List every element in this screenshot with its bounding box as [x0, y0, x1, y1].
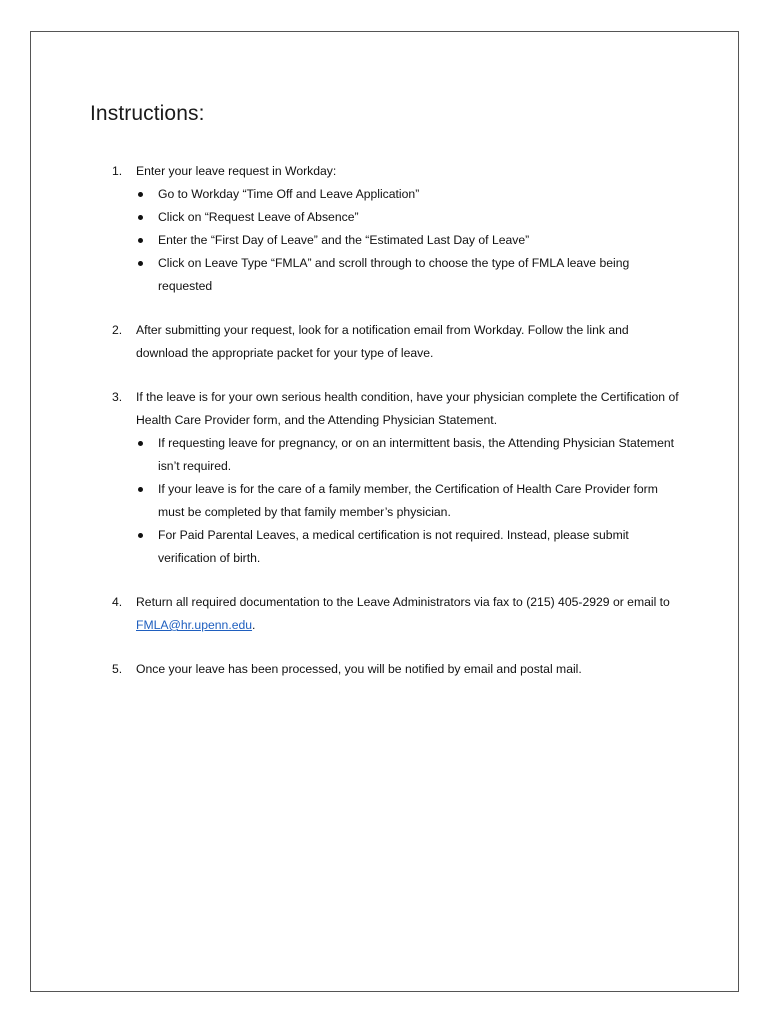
step-3-bullets: [136, 432, 682, 570]
bullet-text: If your leave is for the care of a family member, the Certification of Health Care Provider form must be completed by that family member’s physician.: [158, 482, 658, 519]
bullet-dot-icon: [138, 238, 143, 243]
bullet-item: [136, 183, 682, 206]
step-text: Once your leave has been processed, you will be notified by email and postal mail.: [136, 662, 582, 676]
step-1-bullets: [136, 183, 682, 298]
step-4: [112, 591, 682, 637]
bullet-item: [136, 252, 682, 298]
bullet-item: [136, 229, 682, 252]
bullet-dot-icon: [138, 192, 143, 197]
bullet-dot-icon: [138, 533, 143, 538]
bullet-item: [136, 524, 682, 570]
step-5: [112, 658, 682, 681]
bullet-text: Go to Workday “Time Off and Leave Application”: [158, 187, 420, 201]
bullet-dot-icon: [138, 261, 143, 266]
step-number: 5.: [112, 662, 123, 676]
step-3: [112, 386, 682, 570]
bullet-text: Click on Leave Type “FMLA” and scroll through to choose the type of FMLA leave being requested: [158, 256, 630, 293]
step-number: 4.: [112, 595, 123, 609]
bullet-text: Enter the “First Day of Leave” and the “Estimated Last Day of Leave”: [158, 233, 530, 247]
step-1: [112, 160, 682, 298]
step-number: 2.: [112, 323, 123, 337]
instructions-list: [112, 160, 682, 702]
step-2: [112, 319, 682, 365]
step-text: Enter your leave request in Workday:: [136, 164, 337, 178]
step-text: If the leave is for your own serious health condition, have your physician complete the Certification of Health Care Provider form, and the Attending Physician Statement.: [136, 390, 679, 427]
email-link[interactable]: FMLA@hr.upenn.edu: [136, 618, 253, 632]
bullet-dot-icon: [138, 215, 143, 220]
step-text: After submitting your request, look for a notification email from Workday. Follow the link and download the appropriate packet for your type of leave.: [136, 323, 629, 360]
bullet-text: Click on “Request Leave of Absence”: [158, 210, 359, 224]
bullet-item: [136, 478, 682, 524]
step-text-before-link: Return all required documentation to the Leave Administrators via fax to (215) 405-2929 or email to: [136, 595, 670, 609]
step-text-after-link: .: [252, 618, 256, 632]
bullet-dot-icon: [138, 487, 143, 492]
bullet-item: [136, 432, 682, 478]
bullet-text: If requesting leave for pregnancy, or on an intermittent basis, the Attending Physician Statement isn’t required.: [158, 436, 675, 473]
bullet-dot-icon: [138, 441, 143, 446]
bullet-item: [136, 206, 682, 229]
step-number: 1.: [112, 164, 123, 178]
bullet-text: For Paid Parental Leaves, a medical certification is not required. Instead, please submit verification of birth.: [158, 528, 629, 565]
step-number: 3.: [112, 390, 123, 404]
step-text: [136, 591, 682, 637]
page-title: Instructions:: [90, 102, 205, 125]
